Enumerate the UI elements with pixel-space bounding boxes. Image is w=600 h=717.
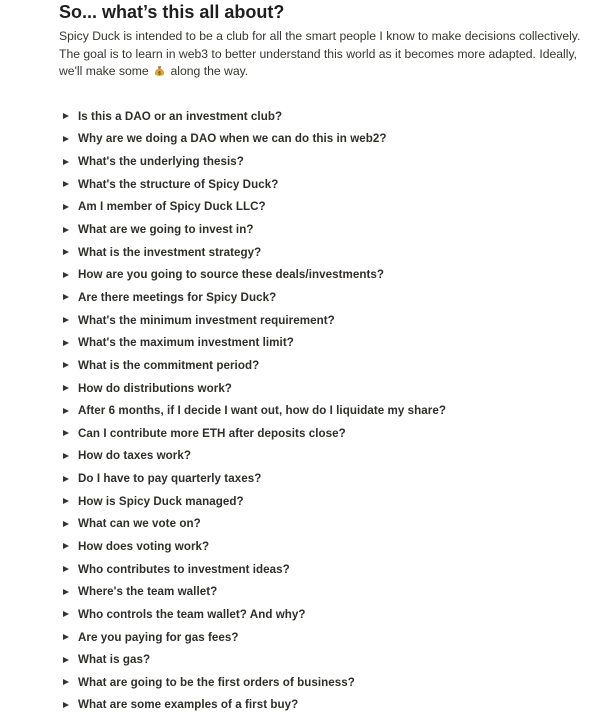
faq-toggle-item[interactable] xyxy=(63,467,583,490)
toggle-triangle-icon[interactable] xyxy=(63,521,69,527)
faq-toggle-item[interactable] xyxy=(63,241,583,264)
faq-toggle-item[interactable] xyxy=(63,422,583,445)
faq-question-label: Where's the team wallet? xyxy=(78,585,218,599)
toggle-triangle-icon[interactable] xyxy=(63,317,69,323)
faq-toggle-item[interactable] xyxy=(63,535,583,558)
faq-question-label: What's the maximum investment limit? xyxy=(78,336,294,350)
faq-question-label: What's the underlying thesis? xyxy=(78,155,244,169)
faq-question-label: What can we vote on? xyxy=(78,517,201,531)
toggle-triangle-icon[interactable] xyxy=(63,408,69,414)
toggle-triangle-icon[interactable] xyxy=(63,181,69,187)
toggle-triangle-icon[interactable] xyxy=(63,702,69,708)
faq-toggle-item[interactable] xyxy=(63,603,583,626)
faq-question-label: How does voting work? xyxy=(78,539,210,553)
faq-question-label: Why are we doing a DAO when we can do this in web2? xyxy=(78,132,387,146)
faq-question-label: After 6 months, if I decide I want out, how do I liquidate my share? xyxy=(78,404,446,418)
faq-toggle-item[interactable] xyxy=(63,671,583,694)
toggle-triangle-icon[interactable] xyxy=(63,634,69,640)
faq-question-label: How do distributions work? xyxy=(78,381,232,395)
faq-toggle-item[interactable] xyxy=(63,218,583,241)
faq-question-label: How are you going to source these deals/investments? xyxy=(78,268,385,282)
intro-paragraph xyxy=(59,28,589,81)
faq-question-label: Who controls the team wallet? And why? xyxy=(78,607,306,621)
faq-question-label: Are there meetings for Spicy Duck? xyxy=(78,290,277,304)
faq-question-label: What is the investment strategy? xyxy=(78,245,262,259)
faq-toggle-item[interactable] xyxy=(63,399,583,422)
faq-toggle-item[interactable] xyxy=(63,377,583,400)
faq-toggle-item[interactable] xyxy=(63,150,583,173)
toggle-triangle-icon[interactable] xyxy=(63,498,69,504)
faq-question-label: What are we going to invest in? xyxy=(78,223,254,237)
faq-toggle-item[interactable] xyxy=(63,354,583,377)
faq-question-label: What are going to be the first orders of business? xyxy=(78,675,355,689)
faq-toggle-item[interactable] xyxy=(63,196,583,219)
faq-question-label: What is the commitment period? xyxy=(78,358,260,372)
toggle-triangle-icon[interactable] xyxy=(63,385,69,391)
faq-toggle-item[interactable] xyxy=(63,694,583,717)
toggle-triangle-icon[interactable] xyxy=(63,227,69,233)
faq-toggle-item[interactable] xyxy=(63,263,583,286)
toggle-triangle-icon[interactable] xyxy=(63,430,69,436)
intro-text-end: along the way. xyxy=(170,64,249,78)
faq-question-label: Are you paying for gas fees? xyxy=(78,630,239,644)
svg-text:$: $ xyxy=(158,71,162,77)
toggle-triangle-icon[interactable] xyxy=(63,136,69,142)
page-title: So... what’s this all about? xyxy=(59,2,285,22)
faq-page xyxy=(59,0,589,81)
money-bag-icon xyxy=(154,65,165,77)
toggle-triangle-icon[interactable] xyxy=(63,657,69,663)
toggle-triangle-icon[interactable] xyxy=(63,362,69,368)
toggle-triangle-icon[interactable] xyxy=(63,113,69,119)
toggle-triangle-icon[interactable] xyxy=(63,476,69,482)
faq-toggle-item[interactable] xyxy=(63,580,583,603)
faq-question-label: What are some examples of a first buy? xyxy=(78,698,299,712)
toggle-triangle-icon[interactable] xyxy=(63,340,69,346)
faq-toggle-item[interactable] xyxy=(63,128,583,151)
toggle-triangle-icon[interactable] xyxy=(63,204,69,210)
toggle-triangle-icon[interactable] xyxy=(63,272,69,278)
faq-question-label: Do I have to pay quarterly taxes? xyxy=(78,472,262,486)
toggle-triangle-icon[interactable] xyxy=(63,679,69,685)
faq-toggle-item[interactable] xyxy=(63,309,583,332)
faq-question-label: Who contributes to investment ideas? xyxy=(78,562,290,576)
toggle-triangle-icon[interactable] xyxy=(63,453,69,459)
faq-toggle-item[interactable] xyxy=(63,286,583,309)
toggle-triangle-icon[interactable] xyxy=(63,611,69,617)
toggle-triangle-icon[interactable] xyxy=(63,249,69,255)
toggle-triangle-icon[interactable] xyxy=(63,159,69,165)
faq-question-label: Is this a DAO or an investment club? xyxy=(78,109,283,123)
faq-question-label: Can I contribute more ETH after deposits close? xyxy=(78,426,346,440)
toggle-triangle-icon[interactable] xyxy=(63,543,69,549)
faq-question-label: What's the structure of Spicy Duck? xyxy=(78,177,279,191)
faq-toggle-item[interactable] xyxy=(63,173,583,196)
faq-question-label: How do taxes work? xyxy=(78,449,191,463)
faq-question-label: What's the minimum investment requirement? xyxy=(78,313,335,327)
toggle-triangle-icon[interactable] xyxy=(63,566,69,572)
intro-text-start: Spicy Duck is intended to be a club for all the smart people I know to make decisions collectively. The goal is to learn in web3 to better understand this world as it becomes more adapted. Ideally, we'll make some xyxy=(59,29,581,78)
faq-toggle-item[interactable] xyxy=(63,331,583,354)
faq-question-label: How is Spicy Duck managed? xyxy=(78,494,244,508)
faq-question-label: What is gas? xyxy=(78,653,151,667)
faq-toggle-item[interactable] xyxy=(63,648,583,671)
faq-toggle-item[interactable] xyxy=(63,513,583,536)
toggle-triangle-icon[interactable] xyxy=(63,589,69,595)
faq-question-label: Am I member of Spicy Duck LLC? xyxy=(78,200,266,214)
faq-toggle-item[interactable] xyxy=(63,445,583,468)
faq-toggle-item[interactable] xyxy=(63,105,583,128)
toggle-triangle-icon[interactable] xyxy=(63,294,69,300)
faq-toggle-item[interactable] xyxy=(63,558,583,581)
faq-toggle-item[interactable] xyxy=(63,490,583,513)
faq-toggle-list xyxy=(63,105,583,716)
faq-toggle-item[interactable] xyxy=(63,626,583,649)
